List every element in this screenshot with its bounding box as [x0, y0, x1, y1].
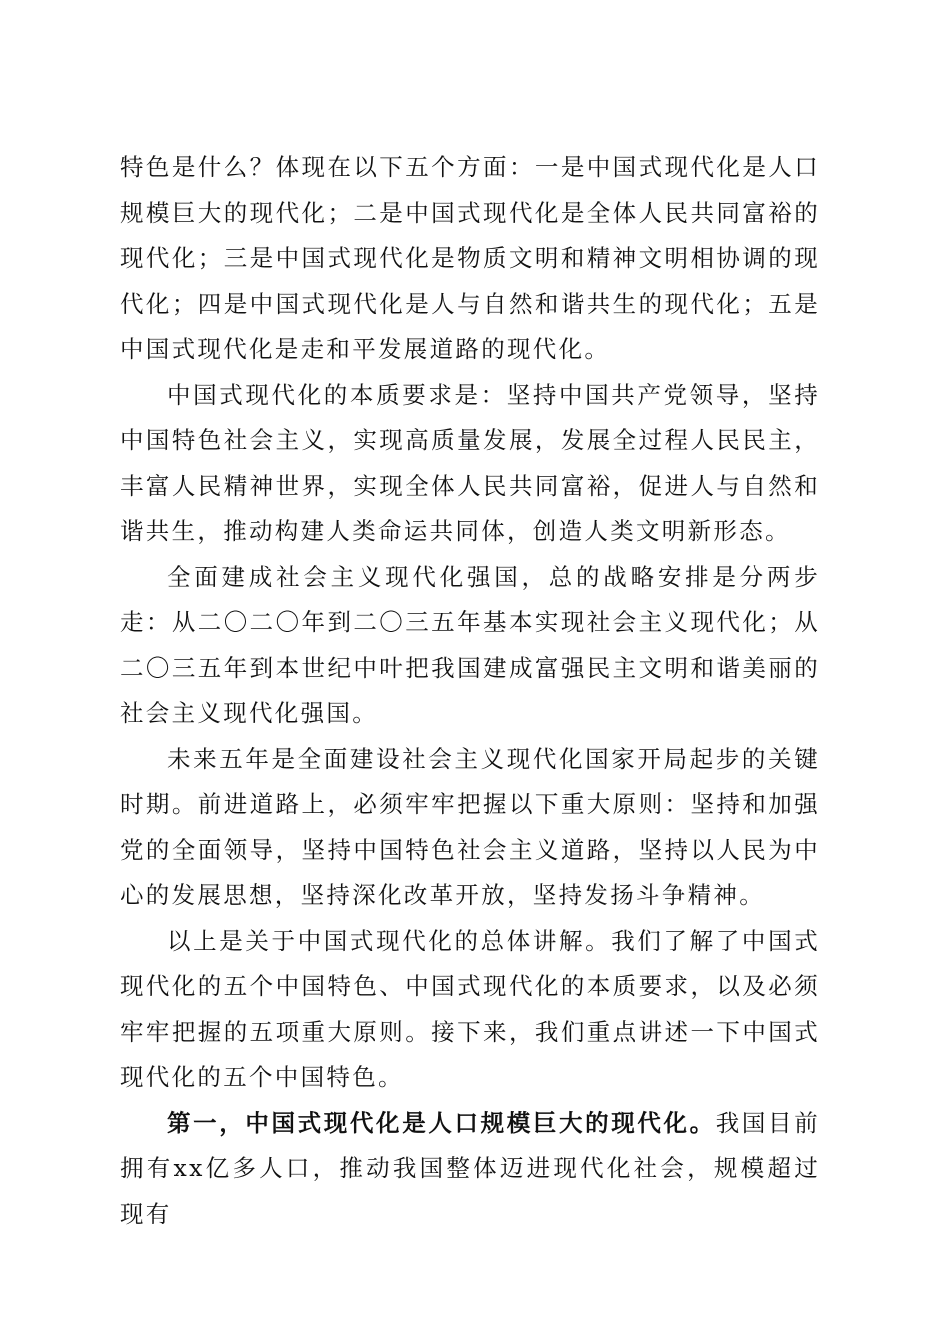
paragraph-4-text: 未来五年是全面建设社会主义现代化国家开局起步的关键时期。前进道路上，必须牢牢把握以下重大原则：坚持和加强党的全面领导，坚持中国特色社会主义道路，坚持以人民为中心的发展思想，坚持深化改革开放，坚持发扬斗争精神。 — [120, 744, 820, 909]
paragraph-5-text: 以上是关于中国式现代化的总体讲解。我们了解了中国式现代化的五个中国特色、中国式现代化的本质要求，以及必须牢牢把握的五项重大原则。接下来，我们重点讲述一下中国式现代化的五个中国特色。 — [120, 926, 820, 1091]
paragraph-1-text: 特色是什么？体现在以下五个方面：一是中国式现代化是人口规模巨大的现代化；二是中国式现代化是全体人民共同富裕的现代化；三是中国式现代化是物质文明和精神文明相协调的现代化；四是中国式现代化是人与自然和谐共生的现代化；五是中国式现代化是走和平发展道路的现代化。 — [120, 153, 820, 363]
paragraph-3 — [120, 555, 820, 737]
paragraph-4 — [120, 737, 820, 919]
paragraph-2 — [120, 373, 820, 555]
paragraph-1 — [120, 145, 820, 373]
paragraph-2-text: 中国式现代化的本质要求是：坚持中国共产党领导，坚持中国特色社会主义，实现高质量发展，发展全过程人民民主，丰富人民精神世界，实现全体人民共同富裕，促进人与自然和谐共生，推动构建人类命运共同体，创造人类文明新形态。 — [120, 380, 820, 545]
paragraph-3-text: 全面建成社会主义现代化强国，总的战略安排是分两步走：从二〇二〇年到二〇三五年基本实现社会主义现代化；从二〇三五年到本世纪中叶把我国建成富强民主文明和谐美丽的社会主义现代化强国。 — [120, 562, 820, 727]
paragraph-6 — [120, 1101, 820, 1238]
document-body — [120, 145, 820, 1237]
paragraph-6-text: 我国目前拥有xx亿多人口，推动我国整体迈进现代化社会，规模超过现有 — [120, 1108, 820, 1228]
paragraph-6-lead: 第一，中国式现代化是人口规模巨大的现代化。 — [167, 1108, 716, 1137]
paragraph-5 — [120, 919, 820, 1101]
